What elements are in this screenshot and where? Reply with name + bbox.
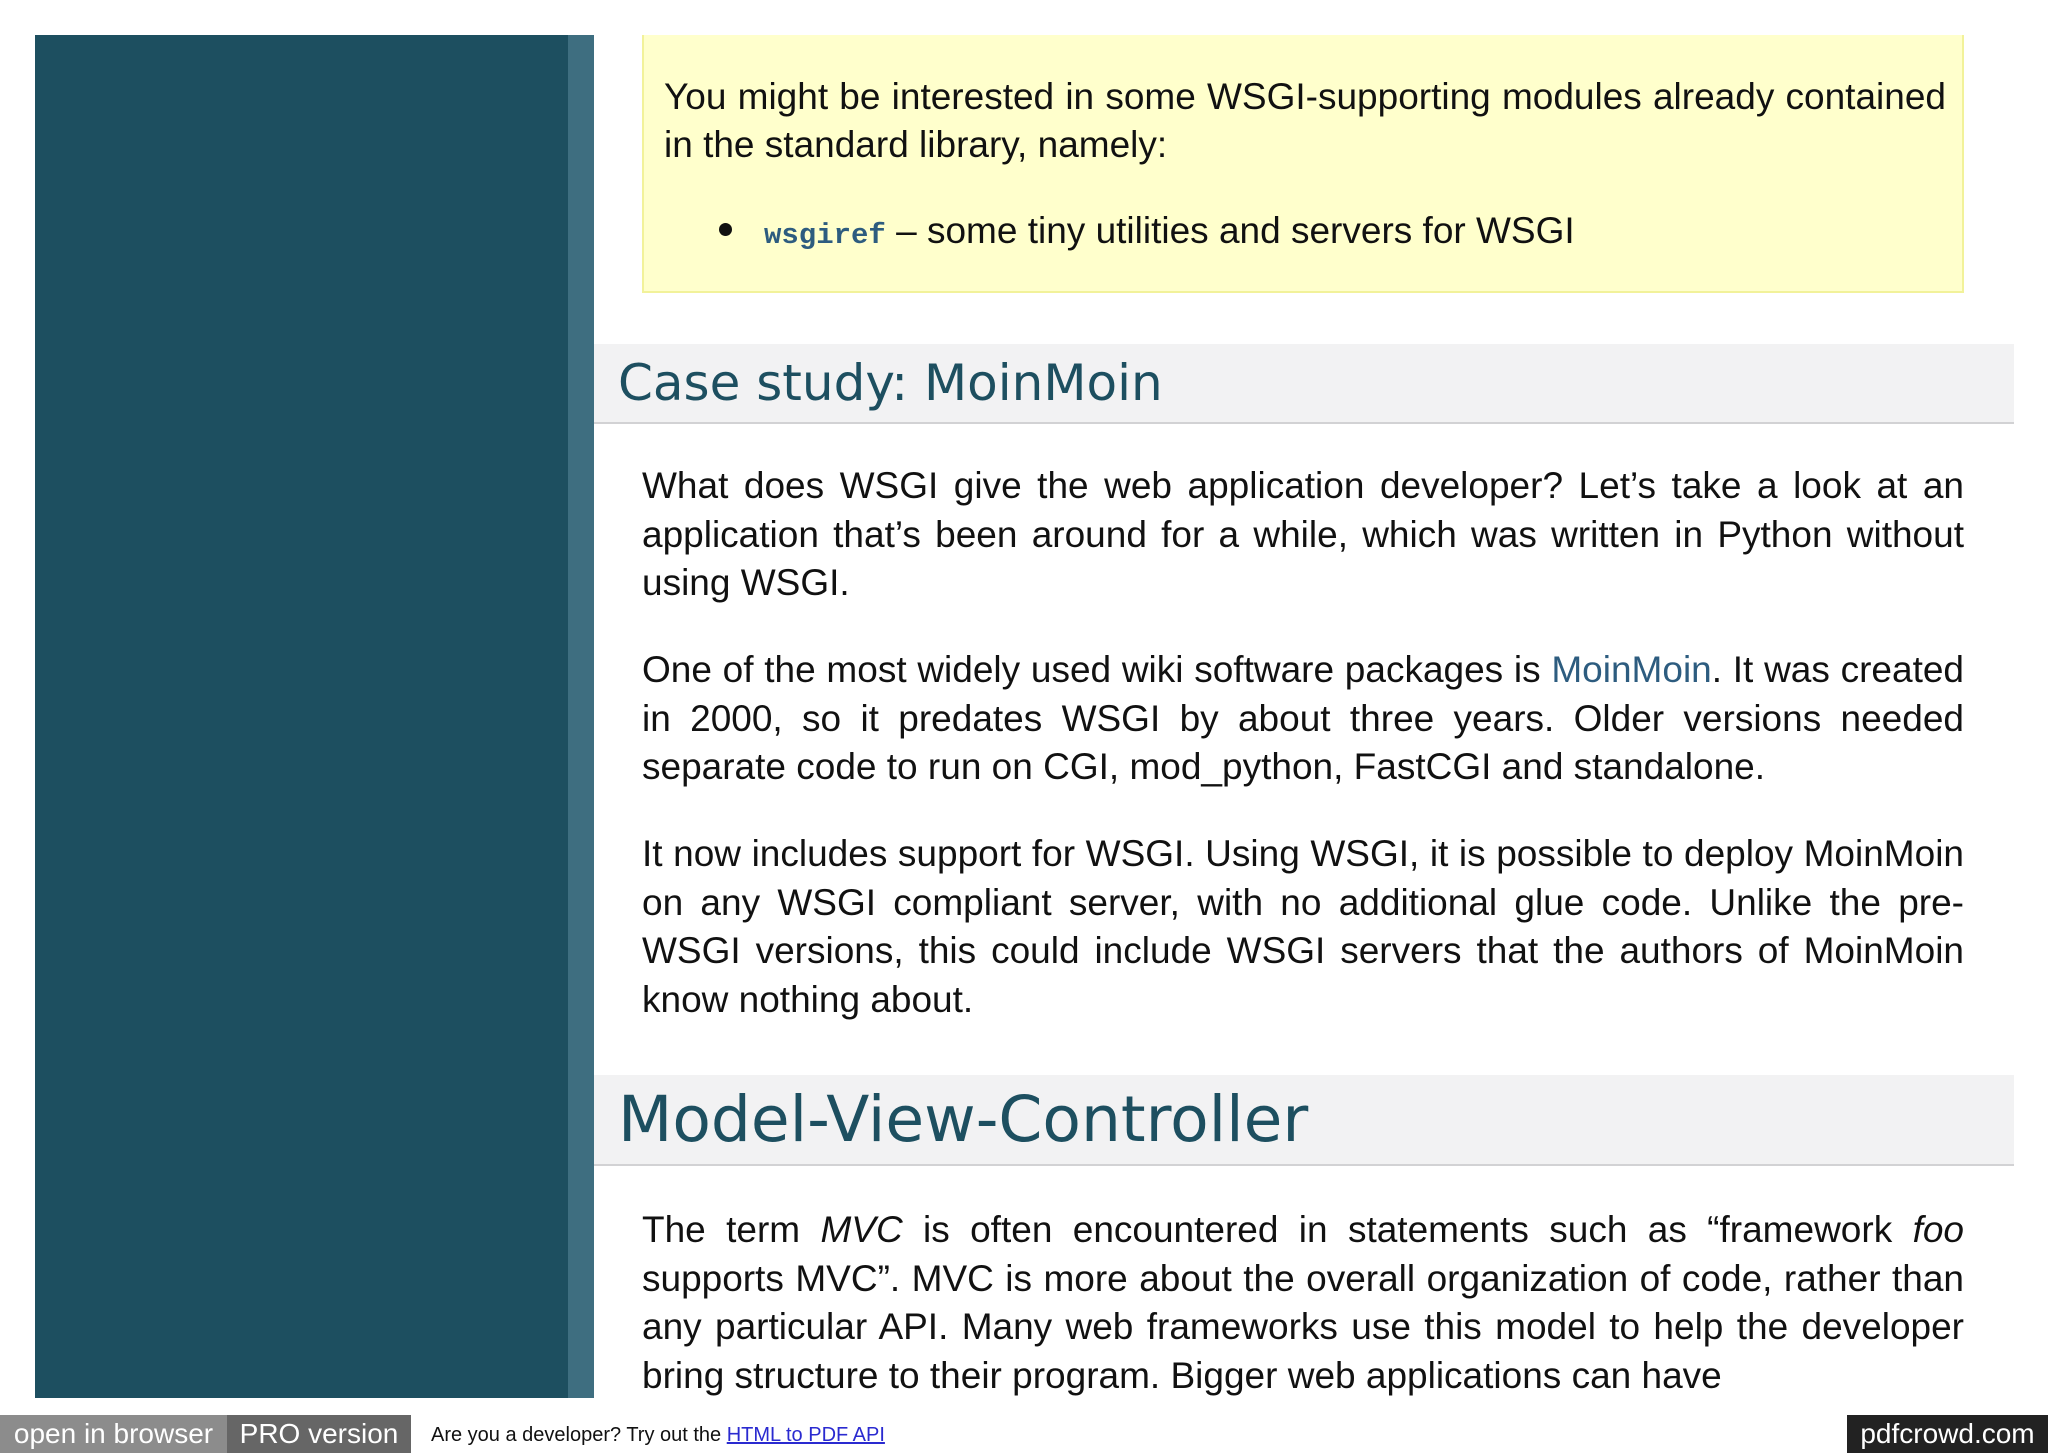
bullet-icon	[719, 223, 732, 236]
sidebar-panel	[35, 35, 568, 1398]
mvc-text-3: supports MVC”. MVC is more about the overall organization of code, rather than any particular API. Many web frameworks use this model to help the developer bring structure to their program. Bigger web applications can have	[642, 1257, 1964, 1396]
open-in-browser-button[interactable]: open in browser	[0, 1415, 227, 1453]
mvc-heading: Model-View-Controller	[618, 1083, 1309, 1156]
pdfcrowd-brand[interactable]: pdfcrowd.com	[1847, 1415, 2048, 1453]
pdfcrowd-footer	[0, 1415, 2048, 1453]
mvc-header	[594, 1075, 2014, 1166]
p2-text-start: One of the most widely used wiki software packages is	[642, 649, 1552, 690]
mvc-text-2: is often encountered in statements such as “framework	[902, 1209, 1913, 1250]
note-bullet-item	[719, 207, 1575, 260]
note-text: You might be interested in some WSGI-supporting modules already contained in the standard library, namely:	[664, 76, 1946, 165]
case-study-paragraph-1: What does WSGI give the web application developer? Let’s take a look at an application that’s been around for a while, which was written in Python without using WSGI.	[642, 465, 1964, 603]
html-to-pdf-api-link[interactable]: HTML to PDF API	[726, 1424, 885, 1446]
footer-message-text: Are you a developer? Try out the	[431, 1424, 727, 1446]
mvc-text-1: The term	[642, 1209, 821, 1250]
note-box	[642, 35, 1964, 293]
foo-term: foo	[1912, 1209, 1964, 1250]
case-study-paragraph-2	[642, 646, 1964, 792]
pro-version-button[interactable]: PRO version	[227, 1415, 411, 1453]
mvc-paragraph	[642, 1206, 1964, 1400]
moinmoin-link[interactable]: MoinMoin	[1551, 649, 1712, 690]
case-study-heading: Case study: MoinMoin	[618, 354, 1163, 412]
case-study-paragraph-3: It now includes support for WSGI. Using WSGI, it is possible to deploy MoinMoin on any WSGI compliant server, with no additional glue code. Unlike the pre-WSGI versions, this could include WSGI servers that the authors of MoinMoin know nothing about.	[642, 833, 1964, 1020]
mvc-term: MVC	[820, 1209, 903, 1250]
bullet-text: – some tiny utilities and servers for WSGI	[885, 210, 1575, 251]
wsgiref-code: wsgiref	[764, 219, 886, 252]
p2-text-end: . It was created in 2000, so it predates WSGI by about three years. Older versions needed separate code to run on CGI, mod_python, FastCGI and standalone.	[642, 649, 1965, 787]
case-study-header	[594, 344, 2014, 424]
sidebar-edge	[568, 35, 594, 1398]
footer-message	[431, 1415, 885, 1453]
